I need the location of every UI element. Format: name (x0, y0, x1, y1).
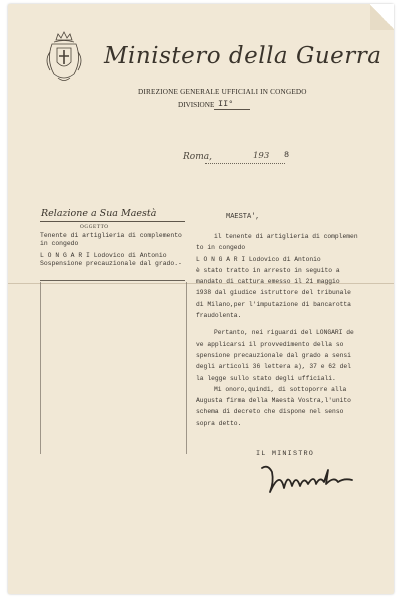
body-line: mandato di cattura emesso il 21 maggio (196, 278, 340, 286)
body-line: il tenente di artiglieria di complemen (214, 233, 358, 240)
body-line: to in congedo (196, 244, 246, 252)
dateline-year: 193 (253, 151, 270, 161)
dateline-dotted-line (205, 162, 285, 164)
division-underline (214, 109, 250, 110)
subject-line: Tenente di artiglieria di complemento (40, 232, 182, 239)
subject-divider (40, 280, 185, 281)
subject-line: Sospensione precauzionale dal grado.- (40, 259, 182, 267)
body-line: 1938 dal giudice istruttore del tribunale (196, 289, 351, 297)
margin-rule-right (186, 282, 187, 454)
relazione-underline (40, 221, 185, 222)
directorate-heading: DIREZIONE GENERALE UFFICIALI IN CONGEDO (138, 88, 307, 96)
division-label: DIVISIONE (178, 101, 215, 109)
minister-signature-icon (258, 462, 358, 498)
body-line: L O N G A R I Lodovico di Antonio (196, 255, 321, 263)
body-line: spensione precauzionale dal grado a sensi (196, 351, 351, 359)
ministry-title: Ministero della Guerra (104, 43, 382, 69)
letter-salutation: MAESTA', (226, 213, 260, 221)
body-line: la legge sullo stato degli ufficiali. (196, 374, 336, 382)
subject-block (40, 232, 182, 267)
body-line: sopra detto. (196, 419, 242, 427)
subject-line: in congedo (40, 239, 79, 247)
body-line: schema di decreto che dispone nel senso (196, 408, 344, 416)
savoy-crest-icon (44, 30, 84, 84)
oggetto-label: OGGETTO (80, 224, 109, 230)
body-line: Mi onoro,quindi, di sottoporre alla (214, 385, 347, 393)
body-line: di Milano,per l'imputazione di bancarotta (196, 300, 351, 308)
body-line: degli articoli 36 lettera a), 37 e 62 del (196, 363, 351, 371)
body-line: Pertanto, nei riguardi del LONGARI de (214, 329, 354, 337)
body-line: fraudolenta. (196, 312, 242, 320)
subject-line: L O N G A R I Lodovico di Antonio (40, 252, 167, 260)
margin-rule-left (40, 282, 41, 454)
relazione-heading: Relazione a Sua Maestà (41, 208, 157, 219)
body-line: è stato tratto in arresto in seguito a (196, 266, 340, 274)
body-line: Augusta firma della Maestà Vostra,l'unito (196, 397, 351, 405)
dateline-year-suffix: 8 (284, 150, 290, 160)
torn-corner (370, 4, 394, 30)
signature-label: IL MINISTRO (256, 450, 315, 458)
division-value: II° (218, 99, 234, 109)
letter-body (196, 231, 358, 429)
body-line: ve applicarsi il provvedimento della so (196, 340, 344, 348)
dateline-place: Roma, (183, 152, 212, 162)
